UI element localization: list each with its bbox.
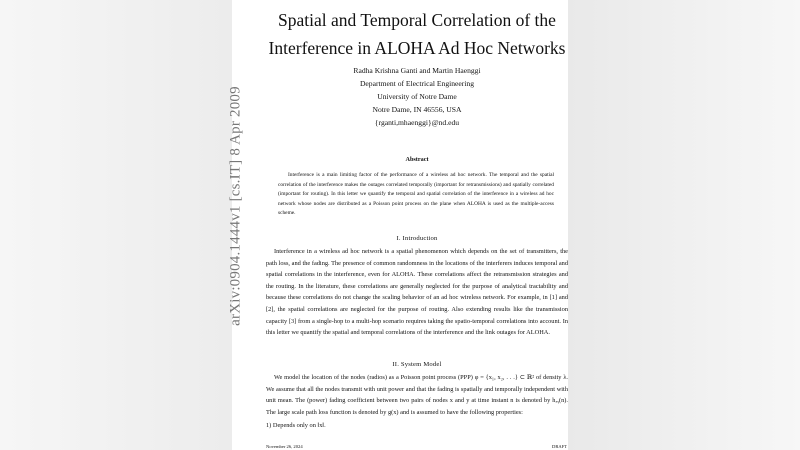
section-heading-system-model: II. System Model (392, 361, 442, 368)
abstract-text: Interference is a main limiting factor of the performance of a wireless ad hoc network. The temporal and the spatial correlation of the interference makes the outages correlated temporally (important for retransmissions) and spatially correlated (important for routing). In this letter we quantify the temporal and spatial correlation of the interference in a wireless ad hoc network whose nodes are distributed as a Poisson point process on the plane when ALOHA is used as the multiple-access scheme. (278, 172, 554, 217)
author-email: {rganti,mhaenggi}@nd.edu (374, 118, 460, 127)
footer-date: November 26, 2024 (266, 444, 303, 449)
author-names: Radha Krishna Ganti and Martin Haenggi (353, 66, 481, 75)
section-heading-introduction: I. Introduction (396, 235, 438, 242)
viewer-background-left (0, 0, 232, 450)
paper-title-line-2: Interference in ALOHA Ad Hoc Networks (268, 38, 566, 58)
arxiv-id-text: arXiv:0904.1444v1 [cs.IT] 8 Apr 2009 (227, 86, 244, 326)
system-model-paragraph: We model the location of the nodes (radios) as a Poisson point process (PPP) φ = {x₁, x₂, . . .} ⊂ ℝ² of density λ. We assume that all the nodes transmit with unit power and that the fading is spatially and temporally independent with unit mean. The (power) fading coefficient between two pairs of nodes x and y at time instant n is denoted by hₓᵧ(n). The large scale path loss function is denoted by g(x) and is assumed to have the following properties: (266, 374, 568, 416)
introduction-paragraph: Interference in a wireless ad hoc network is a spatial phenomenon which depends on the set of transmitters, the path loss, and the fading. The presence of common randomness in the locations of the interferers induces temporal and spatial correlations in the interference, even for ALOHA. These correlations affect the retransmission strategies and the routing. In the literature, these correlations are generally neglected for the purpose of analytical tractability and because these correlations do not change the scaling behavior of an ad hoc wireless network. For example, in [1] and [2], the spatial correlations are neglected for the purpose of routing. Also extending results like the transmission capacity [3] from a single-hop to a multi-hop scenario requires taking the spatio-temporal correlations into account. In this letter we quantify the spatial and temporal correlations of the interference and the link outages for ALOHA. (266, 248, 568, 337)
author-department: Department of Electrical Engineering (359, 79, 475, 88)
property-list-item-1: 1) Depends only on ‖x‖. (266, 422, 326, 429)
author-city: Notre Dame, IN 46556, USA (372, 105, 462, 114)
abstract-heading: Abstract (405, 156, 429, 163)
footer-draft-label: DRAFT (552, 444, 568, 449)
paper-title-line-1: Spatial and Temporal Correlation of the (278, 10, 556, 30)
viewer-background-right (568, 0, 800, 450)
author-university: University of Notre Dame (377, 92, 457, 101)
